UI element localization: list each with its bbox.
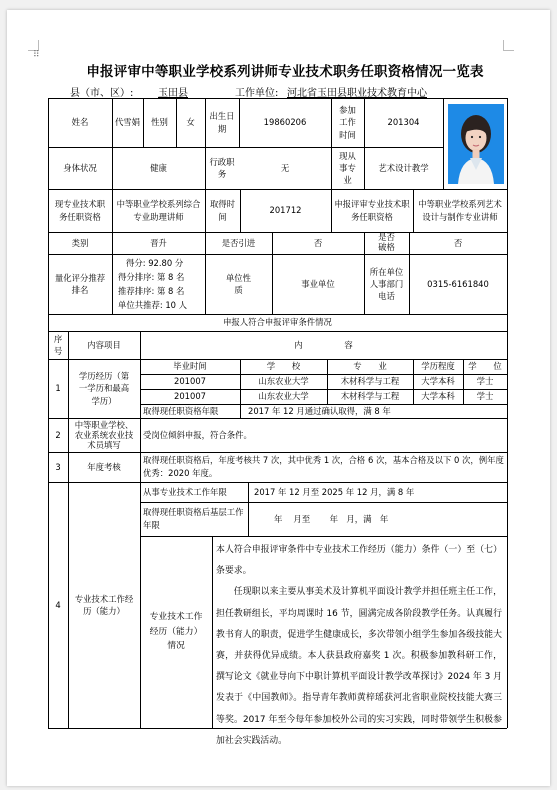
admin-value: 无 <box>280 162 290 173</box>
edu-cell: 学士 <box>476 376 494 387</box>
apply-title-value: 中等职业学校系列艺术设计与制作专业讲师 <box>418 199 502 222</box>
row2-number: 2 <box>55 429 61 440</box>
exceptional-value: 否 <box>453 237 463 248</box>
introduced-label: 是否引进 <box>221 237 256 248</box>
edu-header-school: 学 校 <box>266 361 301 372</box>
row1-number: 1 <box>55 383 61 394</box>
edu-header-level: 学历程度 <box>421 361 455 372</box>
obtain-time-label: 取得时间 <box>209 199 236 222</box>
birth-value: 19860206 <box>263 117 307 128</box>
edu-cell: 学士 <box>476 391 494 402</box>
grassroots-years-label: 取得现任职资格后基层工作年限 <box>143 506 244 530</box>
score-rank-value: 得分排序: 第 8 名 <box>118 272 185 282</box>
row2-content: 受岗位倾斜申报，符合条件。 <box>143 429 252 440</box>
unit-nature-label: 单位性质 <box>225 272 252 295</box>
ability-description <box>216 540 502 752</box>
current-title-label: 现专业技术职务任职资格 <box>54 199 106 222</box>
edu-cell: 山东农业大学 <box>258 391 309 402</box>
major-value: 艺术设计教学 <box>378 162 429 173</box>
recommend-rank-value: 推荐排序: 第 8 名 <box>118 286 185 296</box>
obtain-time-value: 201712 <box>269 205 302 216</box>
county-value: 玉田县 <box>158 88 188 99</box>
apply-title-label: 申报评审专业技术职务任职资格 <box>334 199 410 222</box>
conditions-section-title: 申报人符合申报评审条件情况 <box>223 317 332 328</box>
exceptional-label: 是否破格 <box>378 232 395 252</box>
obtain-years-value: 2017 年 12 月通过确认取得，满 8 年 <box>248 405 391 416</box>
edu-cell: 201007 <box>174 376 206 387</box>
gender-value: 女 <box>186 117 195 128</box>
edu-header-major: 专 业 <box>353 361 387 372</box>
birth-label: 出生日期 <box>209 111 235 134</box>
row3-item: 年度考核 <box>87 461 121 472</box>
health-label: 身体状况 <box>63 162 97 173</box>
edu-cell: 大学本科 <box>421 391 455 402</box>
edu-cell: 大学本科 <box>421 376 455 387</box>
ability-intro: 本人符合申报评审条件中专业技术工作经历（能力）条件（一）至（七）条要求。 <box>216 545 502 577</box>
unit-label: 工作单位: <box>235 88 279 99</box>
table-move-handle-icon[interactable]: ⠿ <box>33 50 41 60</box>
category-value: 晋升 <box>150 237 167 248</box>
current-title-value: 中等职业学校系列综合专业助理讲师 <box>116 199 201 222</box>
edu-cell: 201007 <box>174 391 206 402</box>
edu-cell: 山东农业大学 <box>258 376 309 387</box>
hr-phone-label: 所在单位人事部门电话 <box>369 266 404 302</box>
edu-header-degree: 学 位 <box>468 361 502 372</box>
unit-total-value: 单位共推荐: 10 人 <box>118 300 188 310</box>
name-value: 代雪娟 <box>114 117 141 128</box>
edu-cell: 木材科学与工程 <box>340 391 400 402</box>
major-label: 现从事专业 <box>339 150 356 186</box>
row3-number: 3 <box>55 461 61 472</box>
score-rank-label: 量化评分推荐排名 <box>54 272 106 295</box>
score-value: 得分: 92.80 分 <box>126 258 184 268</box>
row4-item: 专业技术工作经历（能力） <box>74 593 134 616</box>
col-seq-header: 序号 <box>53 333 63 356</box>
gender-label: 性别 <box>151 117 168 128</box>
obtain-years-label: 取得现任职资格年限 <box>143 405 219 416</box>
work-years-label: 从事专业技术工作年限 <box>143 486 227 497</box>
document-title: 申报评审中等职业学校系列讲师专业技术职务任职资格情况一览表 <box>86 64 484 80</box>
ability-label: 专业技术工作经历（能力）情况 <box>149 611 203 652</box>
health-value: 健康 <box>150 162 167 173</box>
row4-number: 4 <box>55 599 61 610</box>
col-item-header: 内容项目 <box>87 339 121 350</box>
edu-cell: 木材科学与工程 <box>340 376 400 387</box>
ability-text: 任现职以来主要从事美术及计算机平面设计教学并担任班主任工作，担任教研组长，平均周课时 16 节，圆满完成各阶段教学任务。认真履行教书育人的职责，促进学生健康成长，多次带领小组学生参加各级技能大赛，并获得优异成绩。本人获县政府嘉奖 1 次。积极参加教科研工作，撰写论文《就业导向下中职计算机平面设计教学改革探讨》2024 年 3 月发表于《中国教师》。指导青年教师黄梓瑶获河北省职业院校技能大赛三等奖。2017 年至今每年参加校外公司的实习实践，同时带领学生积极参加社会实践活动。 <box>216 587 502 746</box>
score-block <box>112 254 205 314</box>
work-years-value: 2017 年 12 月至 2025 年 12 月，满 8 年 <box>254 486 415 497</box>
work-start-label: 参加工作时间 <box>339 105 356 140</box>
row2-item: 中等职业学校、农业系统农业技术员填写 <box>74 419 134 451</box>
category-label: 类别 <box>71 237 89 248</box>
admin-label: 行政职务 <box>209 156 235 179</box>
work-start-value: 201304 <box>387 117 420 128</box>
applicant-photo <box>448 104 504 184</box>
portrait-icon <box>448 104 504 184</box>
unit-value: 河北省玉田县职业技术教育中心 <box>287 88 427 99</box>
unit-nature-value: 事业单位 <box>301 278 335 289</box>
county-label: 县（市、区）: <box>70 88 134 99</box>
hr-phone-value: 0315-6161840 <box>427 278 489 289</box>
corner-mark-top-right <box>503 40 514 51</box>
introduced-value: 否 <box>313 237 323 248</box>
edu-header-grad-time: 毕业时间 <box>173 361 207 372</box>
grassroots-years-value: 年 月至 年 月，满 年 <box>274 513 389 524</box>
name-label: 姓名 <box>71 117 89 128</box>
row1-item: 学历经历（第一学历和最高学历） <box>78 371 130 406</box>
col-content-header: 内 容 <box>294 339 353 350</box>
row3-content: 取得现任职资格后，年度考核共 7 次，其中优秀 1 次，合格 6 次，基本合格及以下 0 次，例年度优秀：2020 年度。 <box>143 455 504 478</box>
